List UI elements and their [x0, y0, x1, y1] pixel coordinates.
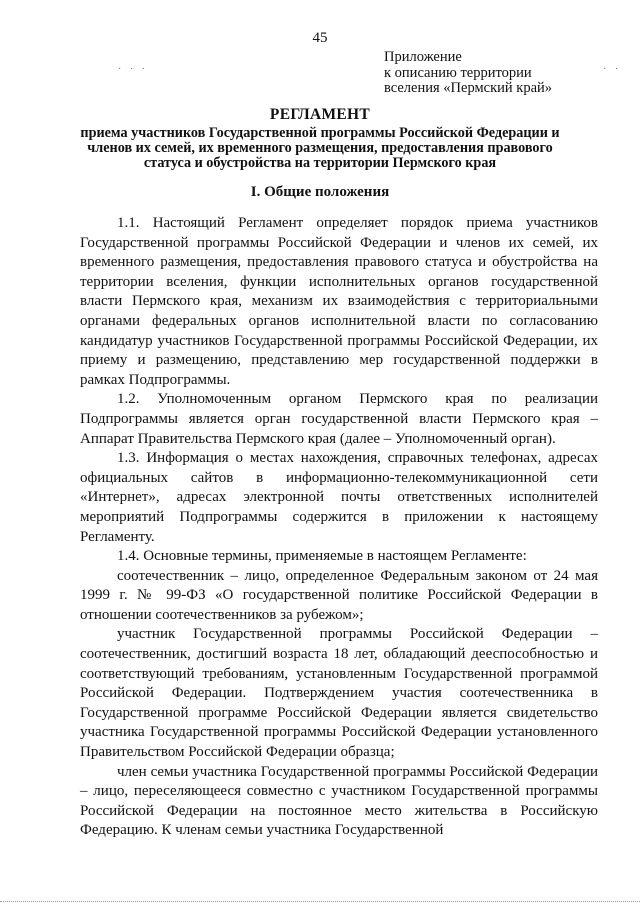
scan-artifact: · · [603, 64, 622, 75]
document-subtitle: приема участников Государственной программы Российской Федерации и членов их семей, их временного размещения, предоставления правового статуса и обустройства на территории Пермского края [80, 125, 560, 172]
paragraph: 1.2. Уполномоченным органом Пермского края по реализации Подпрограммы является орган государственной власти Пермского края – Аппарат Правительства Пермского края (далее – Уполномоченный орган). [80, 391, 598, 447]
document-body [80, 214, 598, 841]
paragraph: соотечественник – лицо, определенное Федеральным законом от 24 мая 1999 г. № 99-ФЗ «О государственной политике Российской Федерации в отношении соотечественников за рубежом»; [80, 567, 598, 623]
appendix-line: Приложение [384, 49, 462, 65]
paragraph: 1.4. Основные термины, применяемые в настоящем Регламенте: [117, 548, 527, 565]
paragraph: участник Государственной программы Российской Федерации – соотечественник, достигший возраста 18 лет, обладающий дееспособностью и соответствующий требованиям, установленным Государственной программой Российской Федерации. Подтверждением участия соотечественника в Государственной программе Российской Федерации является свидетельство участника Государственной программы Российской Федерации установленного Правительством Российской Федерации образца; [80, 626, 598, 761]
section-heading: I. Общие положения [250, 184, 390, 200]
paragraph: 1.3. Информация о местах нахождения, справочных телефонах, адресах официальных сайтов в информационно-телекоммуникационной сети «Интернет», адресах электронной почты ответственных исполнителей мероприятий Подпрограммы содержится в приложении к настоящему Регламенту. [80, 450, 598, 545]
paragraph: член семьи участника Государственной программы Российской Федерации – лицо, переселяющееся совместно с участником Государственной программы Российской Федерации на постоянное место жительства в Российскую Федерацию. К членам семьи участника Государственной [80, 763, 598, 839]
appendix-line: вселения «Пермский край» [384, 80, 553, 96]
page-bottom-edge [0, 901, 640, 905]
paragraph: 1.1. Настоящий Регламент определяет порядок приема участников Государственной программы Российской Федерации и членов их семей, их временного размещения, предоставления правового статуса и обустройства на территории вселения, функции исполнительных органов государственной власти Пермского края, механизм их взаимодействия с территориальными органами федеральных органов исполнительной власти по согласованию кандидатур участников Государственной программы Российской Федерации, их приему и размещению, представлению мер государственной поддержки в рамках Подпрограммы. [80, 215, 598, 388]
document-title: РЕГЛАМЕНТ [269, 106, 371, 123]
scan-artifact: · · · [118, 64, 148, 75]
page-number: 45 [312, 30, 328, 46]
appendix-line: к описанию территории [384, 64, 532, 81]
appendix-note [384, 50, 552, 97]
